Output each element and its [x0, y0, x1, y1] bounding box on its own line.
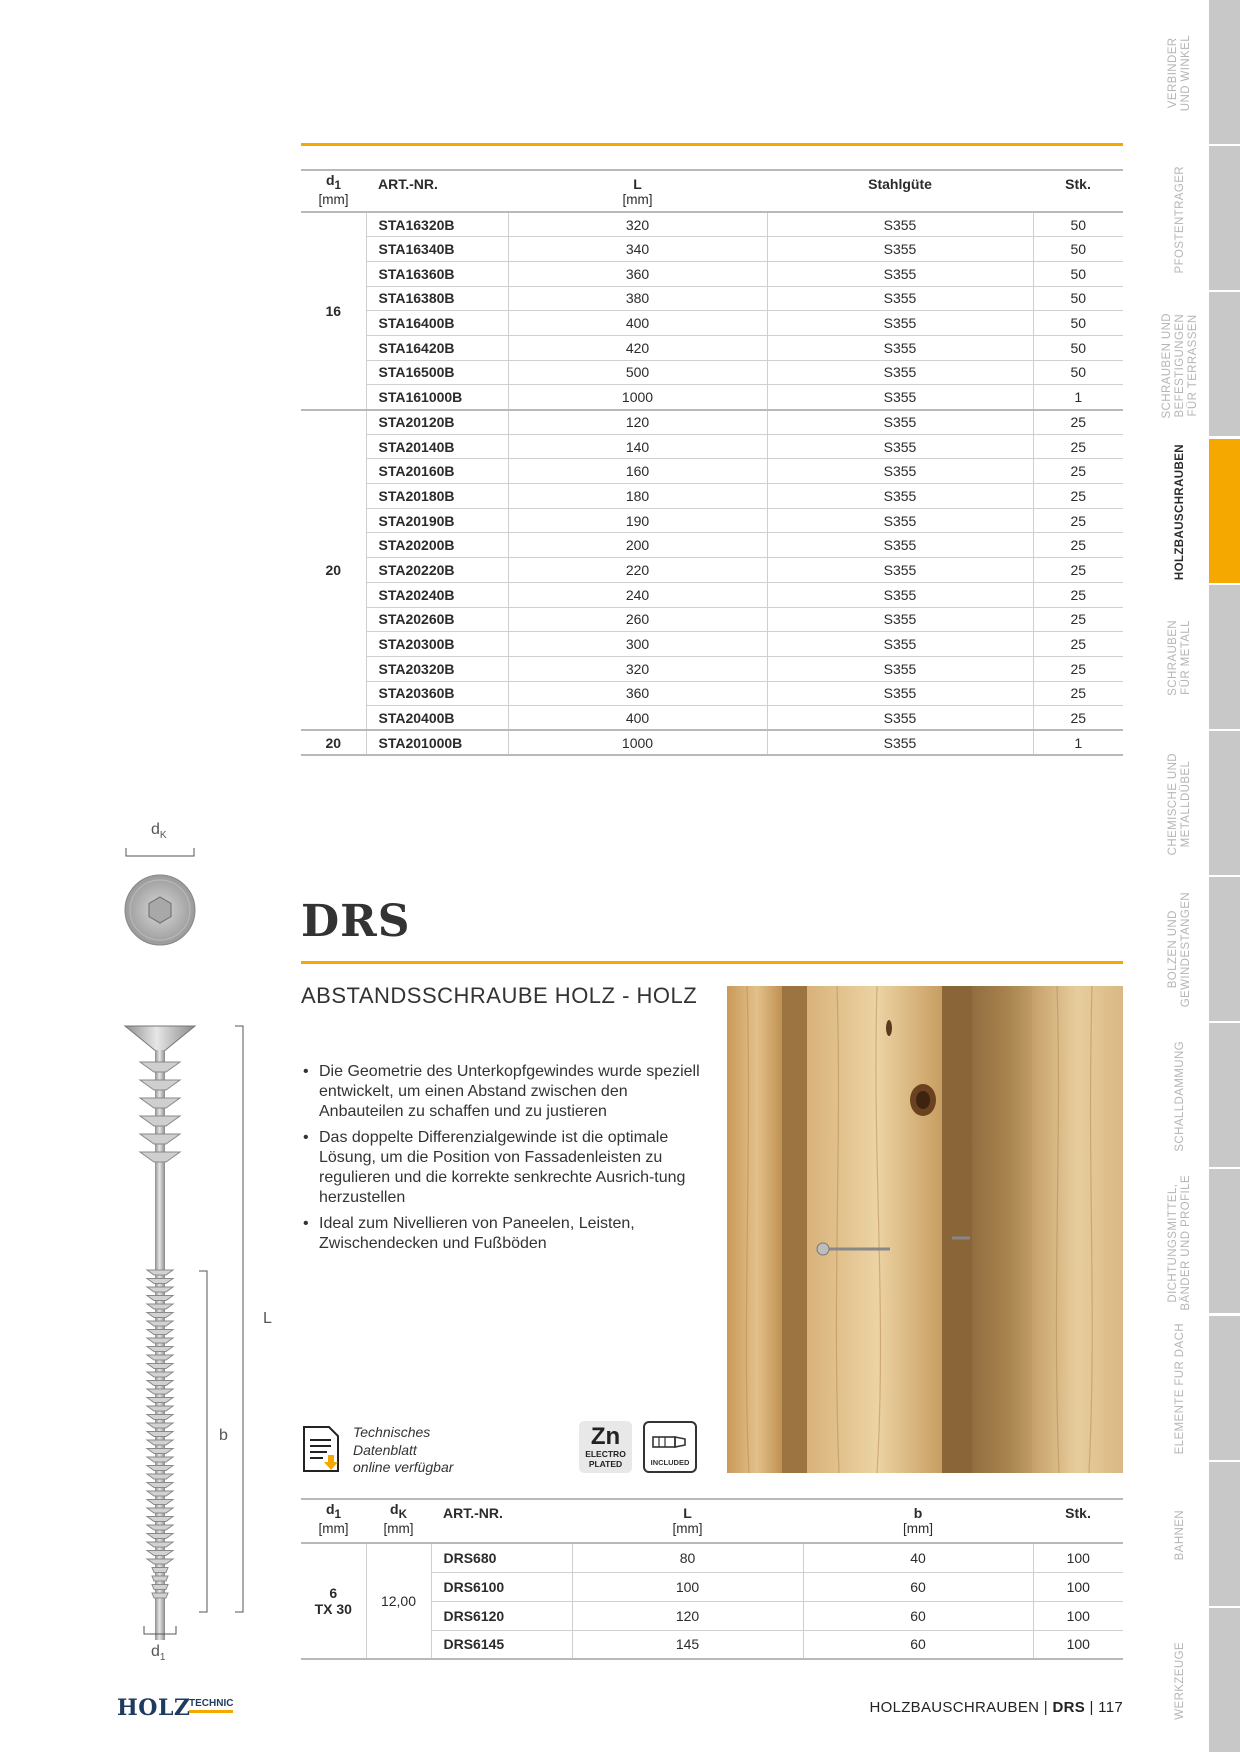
- table-row: [301, 558, 1123, 583]
- nav-tab-strip[interactable]: [1209, 1169, 1240, 1315]
- quantity-value: 50: [1033, 286, 1123, 311]
- wood-application-photo: [727, 986, 1123, 1473]
- quantity-value: 25: [1033, 632, 1123, 657]
- thread-fin: [147, 1279, 173, 1284]
- thread-length-value: 60: [803, 1630, 1033, 1659]
- footer-section: HOLZBAUSCHRAUBEN: [869, 1699, 1040, 1716]
- art-number: STA16500B: [366, 360, 508, 385]
- unit-empty: [767, 192, 1033, 212]
- table-row: [301, 706, 1123, 731]
- header-art-nr: ART.-NR.: [443, 1505, 503, 1521]
- nav-tab-text: BOLZEN UND GEWINDESTANGEN: [1167, 892, 1192, 1008]
- sta-article-table: [301, 169, 1123, 756]
- thread-fin: [147, 1491, 173, 1496]
- group-d1: 6: [329, 1585, 338, 1601]
- table-row: [301, 1543, 1123, 1572]
- feature-item: • Das doppelte Differenzialgewinde ist die optimale Lösung, um die Position von Fassadenleisten zu regulieren und die korrekte senkrechte Ausrich-tung herzustellen: [301, 1128, 711, 1208]
- unit-length: [mm]: [572, 1521, 803, 1543]
- nav-tab-text: SCHRAUBEN UND BEFESTIGUNGEN FÜR TERRASSEN: [1160, 312, 1199, 419]
- coating-line: PLATED: [588, 1459, 623, 1469]
- feature-item: • Die Geometrie des Unterkopfgewindes wurde speziell entwickelt, um einen Abstand zwischen den Anbauteilen zu schaffen und zu justieren: [301, 1062, 711, 1122]
- thread-fin: [152, 1568, 168, 1573]
- thread-fin: [147, 1525, 173, 1530]
- datasheet-line: Technisches: [353, 1424, 431, 1440]
- length-value: 120: [508, 410, 767, 435]
- art-number: DRS6145: [431, 1630, 572, 1659]
- art-number: DRS680: [431, 1543, 572, 1572]
- thread-fin: [147, 1364, 173, 1369]
- nav-tab-label: [1151, 0, 1209, 146]
- thread-fin: [147, 1398, 173, 1403]
- thread-fin: [147, 1338, 173, 1343]
- page-number: 117: [1098, 1699, 1123, 1716]
- thread-fin: [147, 1313, 173, 1318]
- thread-fin: [152, 1593, 168, 1598]
- quantity-value: 25: [1033, 681, 1123, 706]
- thread-fin: [147, 1508, 173, 1513]
- nav-tab-text: ELEMENTE FÜR DACH: [1173, 1322, 1186, 1455]
- steel-grade-value: S355: [767, 212, 1033, 237]
- steel-grade-value: S355: [767, 311, 1033, 336]
- datasheet-line: online verfügbar: [353, 1459, 454, 1475]
- coating-text: [579, 1449, 632, 1469]
- nav-tab-text: HOLZBAUSCHRAUBEN: [1173, 443, 1186, 580]
- steel-grade-value: S355: [767, 286, 1033, 311]
- table-row: [301, 582, 1123, 607]
- table-unit-row: [301, 192, 1123, 212]
- thread-fin: [152, 1576, 168, 1581]
- thread-fin: [147, 1542, 173, 1547]
- bit-icon: [645, 1427, 695, 1457]
- nav-tab-text: PFOSTENTRÄGER: [1173, 165, 1186, 273]
- thread-fin: [147, 1534, 173, 1539]
- side-navigation: [1151, 0, 1240, 1754]
- quantity-value: 25: [1033, 558, 1123, 583]
- company-logo: [117, 1695, 234, 1721]
- quantity-value: 100: [1033, 1630, 1123, 1659]
- steel-grade-value: S355: [767, 632, 1033, 657]
- nav-tab-text: CHEMISCHE UND METALLDÜBEL: [1167, 752, 1192, 856]
- page-footer: [869, 1699, 1123, 1716]
- nav-tab-strip[interactable]: [1209, 877, 1240, 1023]
- art-number: STA20300B: [366, 632, 508, 657]
- art-number: STA20320B: [366, 656, 508, 681]
- nav-tab-text: VERBINDER UND WINKEL: [1167, 34, 1192, 112]
- nav-tab[interactable]: [1151, 1023, 1240, 1169]
- group-dk: 12,00: [366, 1543, 431, 1659]
- steel-grade-value: S355: [767, 385, 1033, 410]
- header-steel-grade: Stahlgüte: [868, 176, 932, 192]
- art-number: STA16400B: [366, 311, 508, 336]
- header-art-nr: ART.-NR.: [378, 176, 438, 192]
- quantity-value: 25: [1033, 484, 1123, 509]
- quantity-value: 100: [1033, 1601, 1123, 1630]
- table-row: [301, 335, 1123, 360]
- quantity-value: 50: [1033, 335, 1123, 360]
- product-title: DRS: [301, 896, 411, 947]
- art-number: STA16320B: [366, 212, 508, 237]
- quantity-value: 50: [1033, 261, 1123, 286]
- group-d1: 20: [301, 730, 366, 755]
- length-value: 260: [508, 607, 767, 632]
- length-value: 300: [508, 632, 767, 657]
- coating-line: ELECTRO: [585, 1449, 626, 1459]
- nav-tab-label: [1151, 439, 1209, 585]
- length-value: 400: [508, 311, 767, 336]
- group-d1-cell: [301, 1543, 366, 1659]
- nav-tab[interactable]: [1151, 585, 1240, 731]
- quantity-value: 25: [1033, 533, 1123, 558]
- length-value: 145: [572, 1630, 803, 1659]
- art-number: STA20220B: [366, 558, 508, 583]
- group-d1: 16: [301, 212, 366, 410]
- steel-grade-value: S355: [767, 681, 1033, 706]
- thread-fin: [152, 1585, 168, 1590]
- nav-tab-strip[interactable]: [1209, 585, 1240, 731]
- steel-grade-value: S355: [767, 484, 1033, 509]
- unit-empty: [1033, 1521, 1123, 1543]
- nav-tab-label: [1151, 292, 1209, 438]
- feature-list: [301, 1062, 711, 1260]
- length-value: 180: [508, 484, 767, 509]
- nav-tab[interactable]: [1151, 877, 1240, 1023]
- table-row: [301, 212, 1123, 237]
- art-number: STA20180B: [366, 484, 508, 509]
- datasheet-download-icon[interactable]: [301, 1424, 341, 1474]
- table-row: [301, 730, 1123, 755]
- length-value: 320: [508, 656, 767, 681]
- unit-dk: [mm]: [366, 1521, 431, 1543]
- length-dimension-label: L: [263, 1310, 272, 1327]
- nav-tab-label: [1151, 146, 1209, 292]
- header-length: L: [683, 1505, 692, 1521]
- quantity-value: 25: [1033, 508, 1123, 533]
- thread-fin: [147, 1449, 173, 1454]
- art-number: DRS6120: [431, 1601, 572, 1630]
- nav-tab[interactable]: [1151, 0, 1240, 146]
- header-quantity: Stk.: [1065, 1505, 1091, 1521]
- thread-fin: [147, 1406, 173, 1411]
- art-number: STA20140B: [366, 434, 508, 459]
- bit-included-badge: [643, 1421, 697, 1473]
- nav-tab-strip[interactable]: [1209, 1462, 1240, 1608]
- steel-grade-value: S355: [767, 434, 1033, 459]
- logo-subtext: TECHNIC: [189, 1698, 233, 1713]
- table-header-row: [301, 1499, 1123, 1521]
- table-row: [301, 434, 1123, 459]
- length-value: 420: [508, 335, 767, 360]
- thread-fin: [147, 1330, 173, 1335]
- nav-tab[interactable]: [1151, 731, 1240, 877]
- art-number: DRS6100: [431, 1572, 572, 1601]
- quantity-value: 50: [1033, 237, 1123, 262]
- steel-grade-value: S355: [767, 656, 1033, 681]
- thread-fin: [147, 1432, 173, 1437]
- header-d1: $d_1$: [325, 172, 342, 192]
- unit-empty: [431, 1521, 572, 1543]
- steel-grade-value: S355: [767, 261, 1033, 286]
- title-rule: [301, 961, 1123, 964]
- nav-tab-label: [1151, 1023, 1209, 1169]
- datasheet-notice[interactable]: [301, 1424, 501, 1476]
- length-value: 160: [508, 459, 767, 484]
- length-value: 400: [508, 706, 767, 731]
- footer-separator: |: [1089, 1699, 1094, 1716]
- thread-fin: [147, 1296, 173, 1301]
- thread-fin: [147, 1415, 173, 1420]
- length-value: 200: [508, 533, 767, 558]
- thread-fin: [147, 1559, 173, 1564]
- nav-tab[interactable]: [1151, 292, 1240, 438]
- art-number: STA20120B: [366, 410, 508, 435]
- quantity-value: 50: [1033, 360, 1123, 385]
- nav-tab-text: SCHALLDÄMMUNG: [1173, 1040, 1186, 1152]
- d1-dimension-label: $d_1$: [151, 1643, 166, 1664]
- art-number: STA20400B: [366, 706, 508, 731]
- length-value: 140: [508, 434, 767, 459]
- thread-fin: [147, 1440, 173, 1445]
- length-value: 340: [508, 237, 767, 262]
- table-row: [301, 410, 1123, 435]
- length-value: 190: [508, 508, 767, 533]
- length-value: 120: [572, 1601, 803, 1630]
- nav-tab-label: [1151, 1169, 1209, 1315]
- length-value: 500: [508, 360, 767, 385]
- steel-grade-value: S355: [767, 706, 1033, 731]
- art-number: STA20190B: [366, 508, 508, 533]
- art-number: STA16360B: [366, 261, 508, 286]
- steel-grade-value: S355: [767, 582, 1033, 607]
- nav-tab-label: [1151, 1608, 1209, 1754]
- steel-grade-value: S355: [767, 533, 1033, 558]
- nav-tab-strip[interactable]: [1209, 0, 1240, 146]
- bit-included-text: INCLUDED: [650, 1458, 690, 1467]
- nav-tab-strip[interactable]: [1209, 146, 1240, 292]
- art-number: STA20240B: [366, 582, 508, 607]
- table-row: [301, 311, 1123, 336]
- thread-fin: [147, 1474, 173, 1479]
- header-thread-length: b: [913, 1505, 923, 1521]
- art-number: STA20160B: [366, 459, 508, 484]
- nav-tab-label: [1151, 585, 1209, 731]
- table-unit-row: [301, 1521, 1123, 1543]
- steel-grade-value: S355: [767, 335, 1033, 360]
- footer-product: DRS: [1052, 1699, 1086, 1716]
- table-row: [301, 459, 1123, 484]
- quantity-value: 50: [1033, 311, 1123, 336]
- header-dk: $d_K$: [390, 1501, 407, 1521]
- dk-dimension-label: $d_K$: [151, 821, 167, 842]
- thread-fin: [147, 1270, 173, 1275]
- quantity-value: 50: [1033, 212, 1123, 237]
- steel-grade-value: S355: [767, 360, 1033, 385]
- steel-grade-value: S355: [767, 558, 1033, 583]
- table-row: [301, 261, 1123, 286]
- header-quantity: Stk.: [1065, 176, 1091, 192]
- feature-item: • Ideal zum Nivellieren von Paneelen, Leisten, Zwischendecken und Fußböden: [301, 1214, 711, 1254]
- art-number: STA16340B: [366, 237, 508, 262]
- art-number: STA20360B: [366, 681, 508, 706]
- nav-tab-label: [1151, 731, 1209, 877]
- unit-empty: [1033, 192, 1123, 212]
- unit-d1: [mm]: [301, 1521, 366, 1543]
- unit-d1: [mm]: [301, 192, 366, 212]
- nav-tab[interactable]: [1151, 1462, 1240, 1608]
- thread-fin: [147, 1287, 173, 1292]
- length-value: 380: [508, 286, 767, 311]
- table-row: [301, 632, 1123, 657]
- length-value: 100: [572, 1572, 803, 1601]
- section-rule: [301, 143, 1123, 146]
- thread-fin: [147, 1500, 173, 1505]
- table-row: [301, 237, 1123, 262]
- quantity-value: 25: [1033, 607, 1123, 632]
- length-value: 1000: [508, 730, 767, 755]
- nav-tab-text: BAHNEN: [1173, 1509, 1186, 1560]
- datasheet-text: [353, 1424, 453, 1477]
- nav-tab-strip[interactable]: [1209, 1023, 1240, 1169]
- screw-drawing: [100, 840, 260, 1640]
- nav-tab[interactable]: [1151, 1169, 1240, 1315]
- length-value: 240: [508, 582, 767, 607]
- art-number: STA16420B: [366, 335, 508, 360]
- nav-tab-strip[interactable]: [1209, 1316, 1240, 1462]
- quantity-value: 100: [1033, 1572, 1123, 1601]
- nav-tab-strip[interactable]: [1209, 1608, 1240, 1754]
- thread-fin: [147, 1517, 173, 1522]
- table-row: [301, 484, 1123, 509]
- table-row: [301, 656, 1123, 681]
- group-drive: TX 30: [314, 1601, 352, 1617]
- steel-grade-value: S355: [767, 508, 1033, 533]
- unit-length: [mm]: [508, 192, 767, 212]
- length-value: 360: [508, 261, 767, 286]
- nav-tab-strip[interactable]: [1209, 292, 1240, 438]
- art-number: STA20200B: [366, 533, 508, 558]
- table-row: [301, 508, 1123, 533]
- steel-grade-value: S355: [767, 410, 1033, 435]
- thread-length-value: 60: [803, 1601, 1033, 1630]
- quantity-value: 100: [1033, 1543, 1123, 1572]
- thread-fin: [147, 1304, 173, 1309]
- datasheet-line: Datenblatt: [353, 1441, 417, 1458]
- logo-wordmark: HOLZ: [117, 1695, 191, 1721]
- nav-tab[interactable]: [1151, 1316, 1240, 1462]
- quantity-value: 25: [1033, 410, 1123, 435]
- thread-fin: [147, 1381, 173, 1386]
- zinc-plated-badge: [579, 1421, 632, 1473]
- drs-article-table: [301, 1498, 1123, 1660]
- header-d1: $d_1$: [325, 1501, 342, 1521]
- quantity-value: 1: [1033, 385, 1123, 410]
- nav-tab-strip[interactable]: [1209, 731, 1240, 877]
- thread-fin: [147, 1423, 173, 1428]
- table-row: [301, 385, 1123, 410]
- thread-fin: [147, 1321, 173, 1326]
- steel-grade-value: S355: [767, 607, 1033, 632]
- header-length: L: [633, 176, 642, 192]
- table-row: [301, 533, 1123, 558]
- footer-separator: |: [1043, 1699, 1048, 1716]
- steel-grade-value: S355: [767, 730, 1033, 755]
- nav-tab-label: [1151, 1316, 1209, 1462]
- unit-empty: [366, 192, 508, 212]
- thread-fin: [147, 1372, 173, 1377]
- thread-fin: [147, 1551, 173, 1556]
- art-number: STA16380B: [366, 286, 508, 311]
- length-value: 220: [508, 558, 767, 583]
- quantity-value: 25: [1033, 706, 1123, 731]
- zinc-symbol: Zn: [590, 1423, 621, 1450]
- length-value: 80: [572, 1543, 803, 1572]
- steel-grade-value: S355: [767, 237, 1033, 262]
- thread-fin: [147, 1457, 173, 1462]
- thread-length-dimension-label: b: [219, 1427, 228, 1444]
- art-number: STA201000B: [366, 730, 508, 755]
- nav-tab-label: [1151, 877, 1209, 1023]
- nav-tab-text: DICHTUNGSMITTEL, BÄNDER UND PROFILE: [1167, 1174, 1192, 1311]
- quantity-value: 25: [1033, 434, 1123, 459]
- length-value: 1000: [508, 385, 767, 410]
- table-row: [301, 607, 1123, 632]
- art-number: STA20260B: [366, 607, 508, 632]
- nav-tab-strip[interactable]: [1209, 439, 1240, 585]
- art-number: STA161000B: [366, 385, 508, 410]
- thread-length-value: 40: [803, 1543, 1033, 1572]
- thread-fin: [147, 1466, 173, 1471]
- thread-fin: [147, 1355, 173, 1360]
- quantity-value: 25: [1033, 656, 1123, 681]
- nav-tab[interactable]: [1151, 1608, 1240, 1754]
- product-subtitle: ABSTANDSSCHRAUBE HOLZ - HOLZ: [301, 983, 698, 1008]
- nav-tab-label: [1151, 1462, 1209, 1608]
- quantity-value: 25: [1033, 582, 1123, 607]
- unit-thread-length: [mm]: [803, 1521, 1033, 1543]
- thread-fin: [147, 1389, 173, 1394]
- nav-tab-text: SCHRAUBEN FÜR METALL: [1167, 619, 1192, 696]
- steel-grade-value: S355: [767, 459, 1033, 484]
- group-d1: 20: [301, 410, 366, 731]
- thread-fin: [147, 1347, 173, 1352]
- table-header-row: [301, 170, 1123, 192]
- thread-fin: [147, 1483, 173, 1488]
- length-value: 320: [508, 212, 767, 237]
- quantity-value: 1: [1033, 730, 1123, 755]
- table-row: [301, 681, 1123, 706]
- nav-tab[interactable]: [1151, 146, 1240, 292]
- table-row: [301, 360, 1123, 385]
- thread-length-value: 60: [803, 1572, 1033, 1601]
- table-row: [301, 286, 1123, 311]
- quantity-value: 25: [1033, 459, 1123, 484]
- nav-tab-text: WERKZEUGE: [1173, 1642, 1186, 1720]
- nav-tab[interactable]: [1151, 439, 1240, 585]
- length-value: 360: [508, 681, 767, 706]
